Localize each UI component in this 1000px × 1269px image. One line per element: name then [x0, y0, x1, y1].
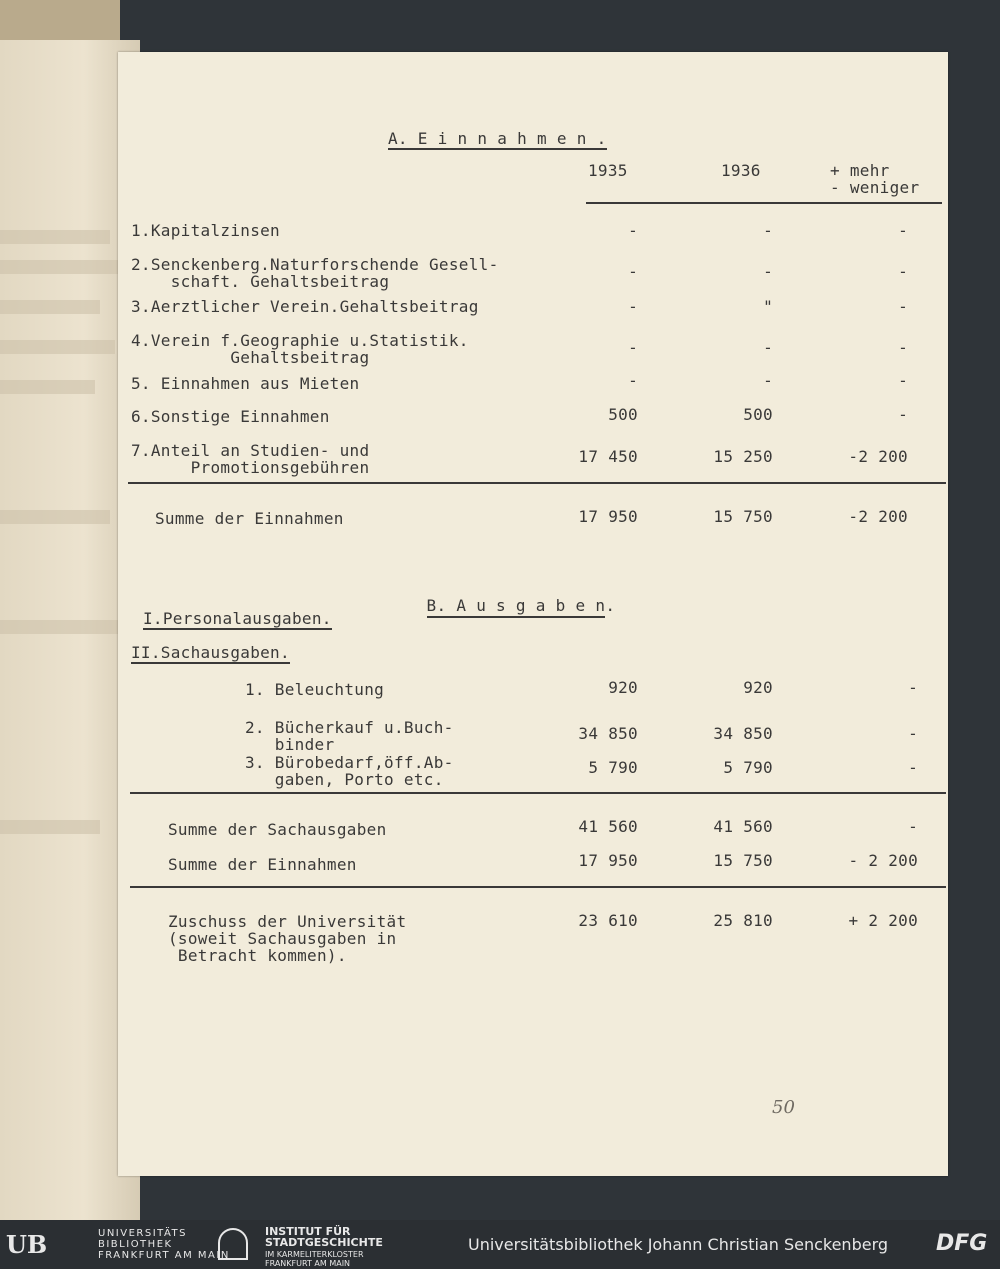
row-b3-diff: -	[908, 758, 918, 777]
row-a7-1936: 15 250	[713, 447, 773, 466]
sum-sachausgaben-label: Summe der Sachausgaben	[168, 820, 387, 839]
row-b3-1935: 5 790	[588, 758, 638, 777]
sum-einnahmen-1935: 17 950	[578, 507, 638, 526]
row-a1-1936: -	[763, 221, 773, 240]
row-a7-diff: -2 200	[848, 447, 908, 466]
personalausgaben-heading: I.Personalausgaben.	[143, 609, 332, 628]
row-b1-diff: -	[908, 678, 918, 697]
sum-rule-b	[130, 792, 946, 794]
row-a5-label: 5. Einnahmen aus Mieten	[131, 374, 360, 393]
row-b1-label: 1. Beleuchtung	[245, 680, 385, 699]
header-rule	[586, 202, 942, 204]
row-a6-label: 6.Sonstige Einnahmen	[131, 407, 330, 426]
sachausgaben-heading: II.Sachausgaben.	[131, 643, 290, 662]
row-a5-1936: -	[763, 371, 773, 390]
ub-logo-text: UNIVERSITÄTS BIBLIOTHEK FRANKFURT AM MAIN	[98, 1228, 230, 1261]
row-a6-diff: -	[898, 405, 908, 424]
row-b2-1935: 34 850	[578, 724, 638, 743]
row-a6-1935: 500	[608, 405, 638, 424]
row-a2-label: 2.Senckenberg.Naturforschende Gesell- schaft. Gehaltsbeitrag	[131, 255, 499, 291]
footer-bar	[0, 1220, 1000, 1269]
sum-einnahmen-b-1935: 17 950	[578, 851, 638, 870]
row-a3-label: 3.Aerztlicher Verein.Gehaltsbeitrag	[131, 297, 479, 316]
row-a5-diff: -	[898, 371, 908, 390]
zuschuss-1936: 25 810	[713, 911, 773, 930]
isg-building-icon	[218, 1228, 248, 1260]
section-b-title: B. A u s g a b e n	[427, 596, 606, 618]
row-b3-1936: 5 790	[723, 758, 773, 777]
page-mark: 50	[772, 1097, 795, 1118]
row-a1-label: 1.Kapitalzinsen	[131, 221, 280, 240]
row-b2-1936: 34 850	[713, 724, 773, 743]
section-b-title-period: .	[605, 596, 616, 615]
row-a4-label: 4.Verein f.Geographie u.Statistik. Gehaltsbeitrag	[131, 331, 469, 367]
row-a2-1936: -	[763, 262, 773, 281]
sum-sachausgaben-diff: -	[908, 817, 918, 836]
zuschuss-diff: + 2 200	[848, 911, 918, 930]
row-b1-1935: 920	[608, 678, 638, 697]
row-a7-label: 7.Anteil an Studien- und Promotionsgebühren	[131, 441, 370, 477]
col-header-1936: 1936	[721, 161, 761, 180]
row-a5-1935: -	[628, 371, 638, 390]
row-a4-1935: -	[628, 338, 638, 357]
zuschuss-rule	[130, 886, 946, 888]
sum-sachausgaben-1935: 41 560	[578, 817, 638, 836]
row-a3-diff: -	[898, 297, 908, 316]
col-header-diff-2: - weniger	[830, 178, 920, 197]
row-a2-diff: -	[898, 262, 908, 281]
row-a3-1936: "	[763, 297, 773, 316]
sum-sachausgaben-1936: 41 560	[713, 817, 773, 836]
sum-einnahmen-label: Summe der Einnahmen	[155, 509, 344, 528]
row-a1-1935: -	[628, 221, 638, 240]
sum-rule-a	[128, 482, 946, 484]
row-a4-1936: -	[763, 338, 773, 357]
dfg-logo[interactable]: DFG	[936, 1231, 988, 1256]
sum-einnahmen-1936: 15 750	[713, 507, 773, 526]
zuschuss-1935: 23 610	[578, 911, 638, 930]
document-page	[118, 52, 948, 1176]
library-name: Universitätsbibliothek Johann Christian Senckenberg	[468, 1235, 889, 1254]
sum-einnahmen-b-diff: - 2 200	[848, 851, 918, 870]
isg-logo-subtitle: IM KARMELITERKLOSTER FRANKFURT AM MAIN	[265, 1250, 364, 1268]
sum-einnahmen-diff: -2 200	[848, 507, 908, 526]
row-b3-label: 3. Bürobedarf,öff.Ab- gaben, Porto etc.	[245, 753, 454, 789]
ub-logo[interactable]: UB	[6, 1230, 48, 1259]
sum-einnahmen-b-1936: 15 750	[713, 851, 773, 870]
row-a1-diff: -	[898, 221, 908, 240]
row-a3-1935: -	[628, 297, 638, 316]
sum-einnahmen-b-label: Summe der Einnahmen	[168, 855, 357, 874]
row-a4-diff: -	[898, 338, 908, 357]
isg-logo-title[interactable]: INSTITUT FÜR STADTGESCHICHTE	[265, 1225, 383, 1249]
row-b2-label: 2. Bücherkauf u.Buch- binder	[245, 718, 454, 754]
row-b1-1936: 920	[743, 678, 773, 697]
col-header-1935: 1935	[588, 161, 628, 180]
row-b2-diff: -	[908, 724, 918, 743]
row-a6-1936: 500	[743, 405, 773, 424]
col-header-diff-1: + mehr	[830, 161, 890, 180]
row-a7-1935: 17 450	[578, 447, 638, 466]
row-a2-1935: -	[628, 262, 638, 281]
zuschuss-label: Zuschuss der Universität (soweit Sachausgaben in Betracht kommen).	[168, 912, 407, 965]
section-a-title: A. E i n n a h m e n .	[388, 129, 607, 148]
